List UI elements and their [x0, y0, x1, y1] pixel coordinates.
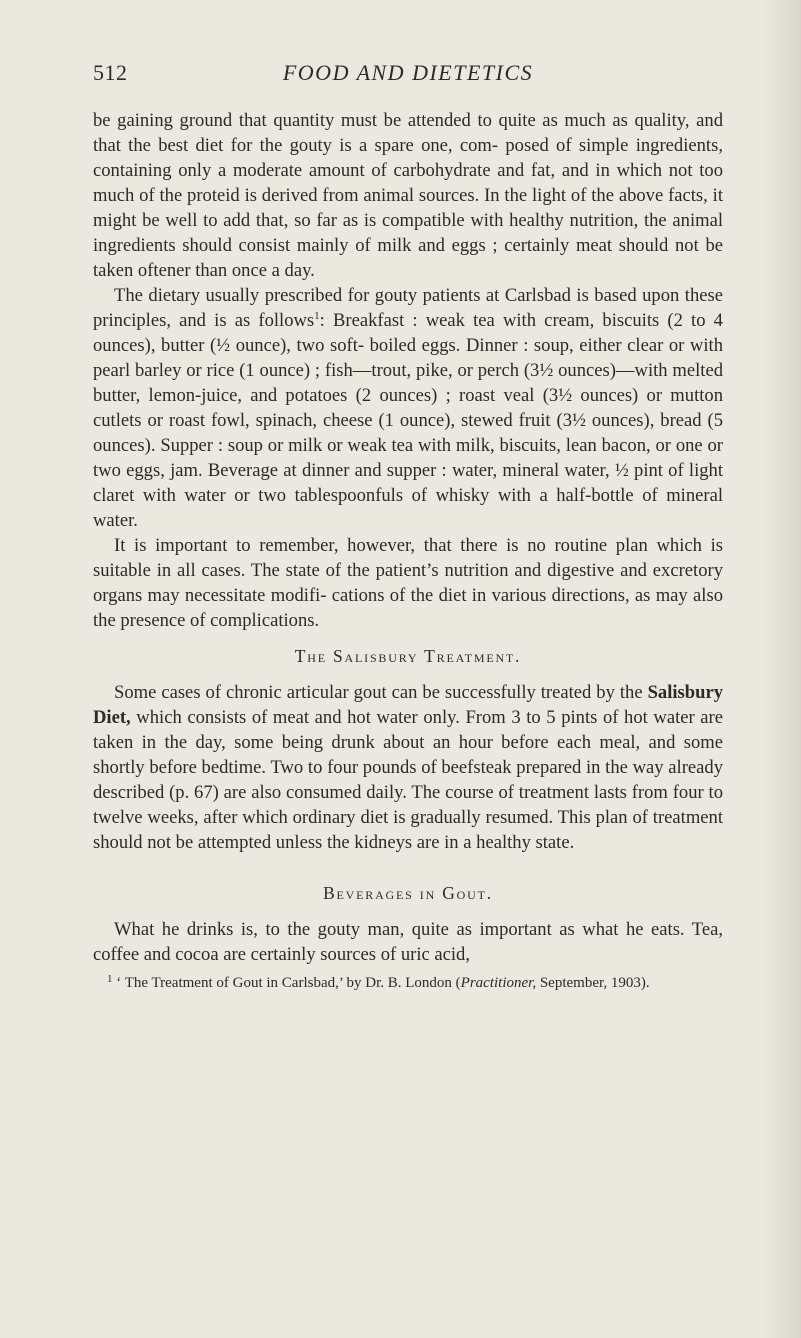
page-number: 512	[93, 60, 128, 85]
paragraph-5: What he drinks is, to the gouty man, quite as important as what he eats. Tea, coffee and cocoa are certainly sources of uric acid,	[93, 919, 723, 965]
paragraph-2-rest: : Breakfast : weak tea with cream, biscuits (2 to 4 ounces), butter (½ ounce), two soft- boiled eggs. Dinner : soup, either clear or with pearl barley or rice (1 ounce) ; fish—trout, pike, or perch (3½ ounces)—with melted butter, lemon-juice, and potatoes (2 ounces) ; roast veal (3½ ounces) or mutton cutlets or roast fowl, spinach, cheese (1 ounce), stewed fruit (3½ ounces), bread (5 ounces). Supper : soup or milk or weak tea with milk, biscuits, lean bacon, or one or two eggs, jam. Beverage at dinner and supper : water, mineral water, ½ pint of light claret with water or two tablespoonfuls of whisky with a half-bottle of mineral water.	[93, 310, 723, 531]
paragraph-4-start: Some cases of chronic articular gout can be successfully treated by the	[114, 682, 643, 703]
running-head: FOOD AND DIETETICS	[282, 60, 534, 85]
footnote	[93, 969, 723, 993]
paragraph-1: be gaining ground that quantity must be attended to quite as much as quality, and that the best diet for the gouty is a spare one, com- posed of simple ingredients, containing only a moderate amount of carbohydrate and fat, and in which not too much of the proteid is derived from animal sources. In the light of the above facts, it might be well to add that, so far as is compatible with healthy nutrition, the animal ingredients should consist mainly of milk and eggs ; certainly meat should not be taken oftener than once a day.	[93, 110, 723, 281]
paragraph-2-start: The dietary usually prescribed for gouty patients at Carlsbad is based upon these principles, and is as follows	[93, 285, 723, 331]
section-heading-salisbury: The Salisbury Treatment.	[294, 646, 522, 666]
footnote-journal: Practitioner,	[460, 975, 537, 991]
page-header	[93, 60, 723, 94]
paragraph-3: It is important to remember, however, that there is no routine plan which is suitable in all cases. The state of the patient’s nutrition and digestive and excretory organs may necessitate modifi- cations of the diet in various directions, as may also the presence of complications.	[93, 535, 723, 631]
paragraph-2	[93, 283, 723, 533]
footnote-text-end: September, 1903).	[536, 975, 650, 991]
page-edge-shadow	[761, 0, 801, 1338]
page-body	[93, 108, 723, 993]
paragraph-4-rest: which consists of meat and hot water only. From 3 to 5 pints of hot water are taken in the day, some being drunk about an hour before each meal, and some shortly before bedtime. Two to four pounds of beefsteak prepared in the way already described (p. 67) are also consumed daily. The course of treatment lasts from four to twelve weeks, after which ordinary diet is gradually resumed. This plan of treatment should not be attempted unless the kidneys are in a healthy state.	[93, 707, 723, 853]
footnote-reference: 1	[314, 309, 320, 322]
salisbury-diet-term: Salisbury Diet,	[93, 682, 723, 728]
footnote-mark: 1	[107, 973, 113, 985]
footnote-text-start: ‘ The Treatment of Gout in Carlsbad,’ by Dr. B. London (	[116, 975, 461, 991]
section-heading-beverages: Beverages in Gout.	[323, 883, 493, 903]
paragraph-4	[93, 680, 723, 855]
